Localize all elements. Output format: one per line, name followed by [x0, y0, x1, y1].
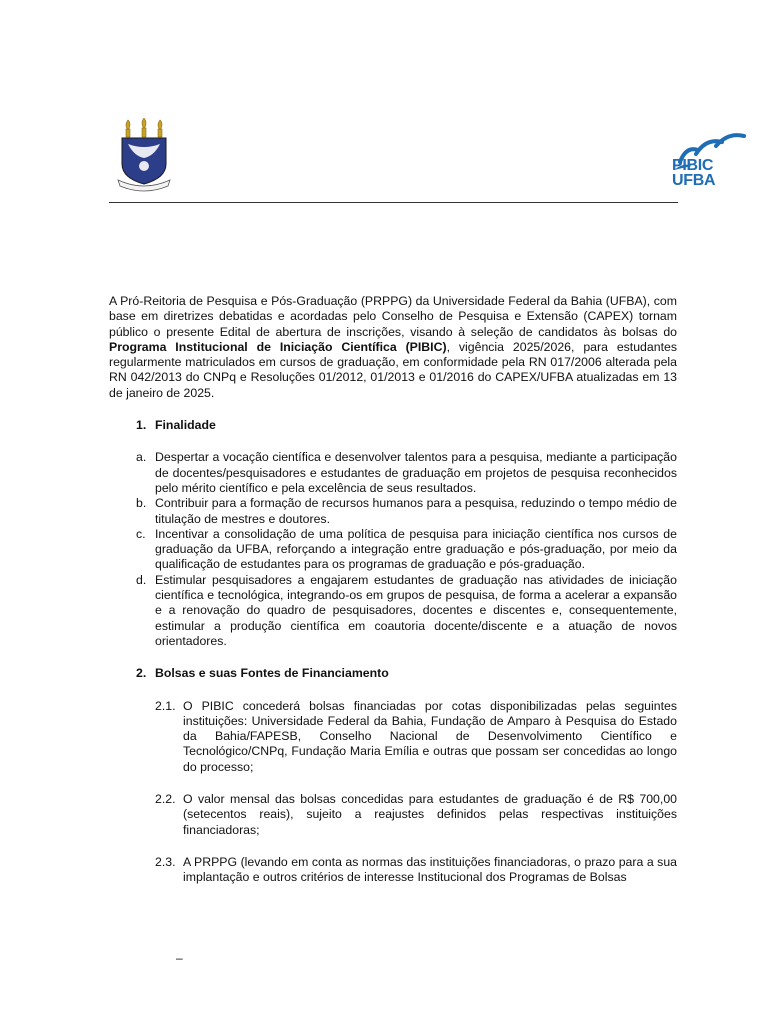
list-item [109, 573, 677, 649]
list-item-text: Despertar a vocação científica e desenvolver talentos para a pesquisa, mediante a participação de docentes/pesquisadores e estudantes de graduação em projetos de pesquisa reconhecidos pelo mérito científico e pela excelência de seus resultados. [155, 450, 677, 495]
pibic-logo-line-2: UFBA [672, 172, 716, 189]
list-item-marker: b. [136, 496, 147, 511]
pibic-logo-line-1: PIBIC [672, 157, 714, 174]
intro-bold-program: Programa Institucional de Iniciação Científica (PIBIC) [109, 339, 447, 354]
intro-paragraph [109, 294, 677, 401]
list-item-marker: c. [136, 526, 146, 541]
section-2-heading [109, 666, 677, 681]
intro-text-1: A Pró-Reitoria de Pesquisa e Pós-Graduação (PRPPG) da Universidade Federal da Bahia (UFBA), com base em diretrizes debatidas e acordadas pelo Conselho de Pesquisa e Extensão (CAPEX) tornam público o presente Edital de abertura de inscrições, visando à seleção de candidatos às bolsas do [109, 294, 677, 339]
section-2-title: Bolsas e suas Fontes de Financiamento [155, 666, 389, 681]
subsection-text: O valor mensal das bolsas concedidas para estudantes de graduação é de R$ 700,00 (setecentos reais), sujeito a reajustes definidos pelas respectivas instituições financiadoras; [183, 792, 677, 837]
document-body [109, 294, 677, 903]
list-item [109, 496, 677, 527]
subsection-text: O PIBIC concederá bolsas financiadas por cotas disponibilizadas pelas seguintes instituições: Universidade Federal da Bahia, Fundação de Amparo à Pesquisa do Estado da Bahia/FAPESB, Conselho Nacional de Desenvolvimento Científico e Tecnológico/CNPq, Fundação Maria Emília e outras que possam ser concedidas ao longo do processo; [183, 698, 677, 774]
section-1-heading [109, 418, 677, 433]
subsection-marker: 2.3. [155, 854, 176, 869]
subsection-marker: 2.1. [155, 698, 176, 713]
list-item-marker: a. [136, 450, 147, 465]
list-item-text: Incentivar a consolidação de uma política de pesquisa para iniciação científica nos cursos de graduação da UFBA, reforçando a integração entre graduação e pós-graduação, por meio da qualificação de estudantes para os programas de graduação e pós-graduação. [155, 526, 677, 572]
list-item-text: Contribuir para a formação de recursos humanos para a pesquisa, reduzindo o tempo médio de titulação de mestres e doutores. [155, 496, 677, 526]
footer-mark: – [176, 951, 183, 965]
list-item [109, 450, 677, 496]
ufba-coat-of-arms-logo [114, 118, 174, 194]
subsection-item [109, 855, 677, 886]
intro-text-2: , vigência 2025/2026, para estudantes regularmente matriculados em cursos de graduação, em conformidade pela RN 017/2006 alterada pela RN 042/2013 do CNPq e Resoluções 01/2012, 01/2013 e 01/2016 do CAPEX/UFBA atualizadas em 13 de janeiro de 2025. [109, 339, 677, 400]
subsection-item [109, 699, 677, 775]
section-2-number: 2. [136, 666, 147, 681]
subsection-item [109, 792, 677, 838]
pibic-ufba-logo-text [672, 158, 748, 188]
subsection-text: A PRPPG (levando em conta as normas das instituições financiadoras, o prazo para a sua implantação e outros critérios de interesse Institucional dos Programas de Bolsas [183, 854, 677, 885]
section-1-number: 1. [136, 418, 147, 433]
list-item-marker: d. [136, 572, 147, 587]
section-1-list [109, 450, 677, 649]
section-1-title: Finalidade [155, 418, 216, 433]
subsection-marker: 2.2. [155, 792, 176, 807]
header-divider [109, 202, 678, 203]
list-item-text: Estimular pesquisadores a engajarem estudantes de graduação nas atividades de iniciação científica e tecnológica, integrando-os em grupos de pesquisa, de forma a acelerar a expansão e a renovação do quadro de pesquisadores, docentes e discentes e, consequentemente, estimular a produção científica em coautoria docente/discente e a atuação de novos orientadores. [155, 572, 677, 648]
list-item [109, 527, 677, 573]
